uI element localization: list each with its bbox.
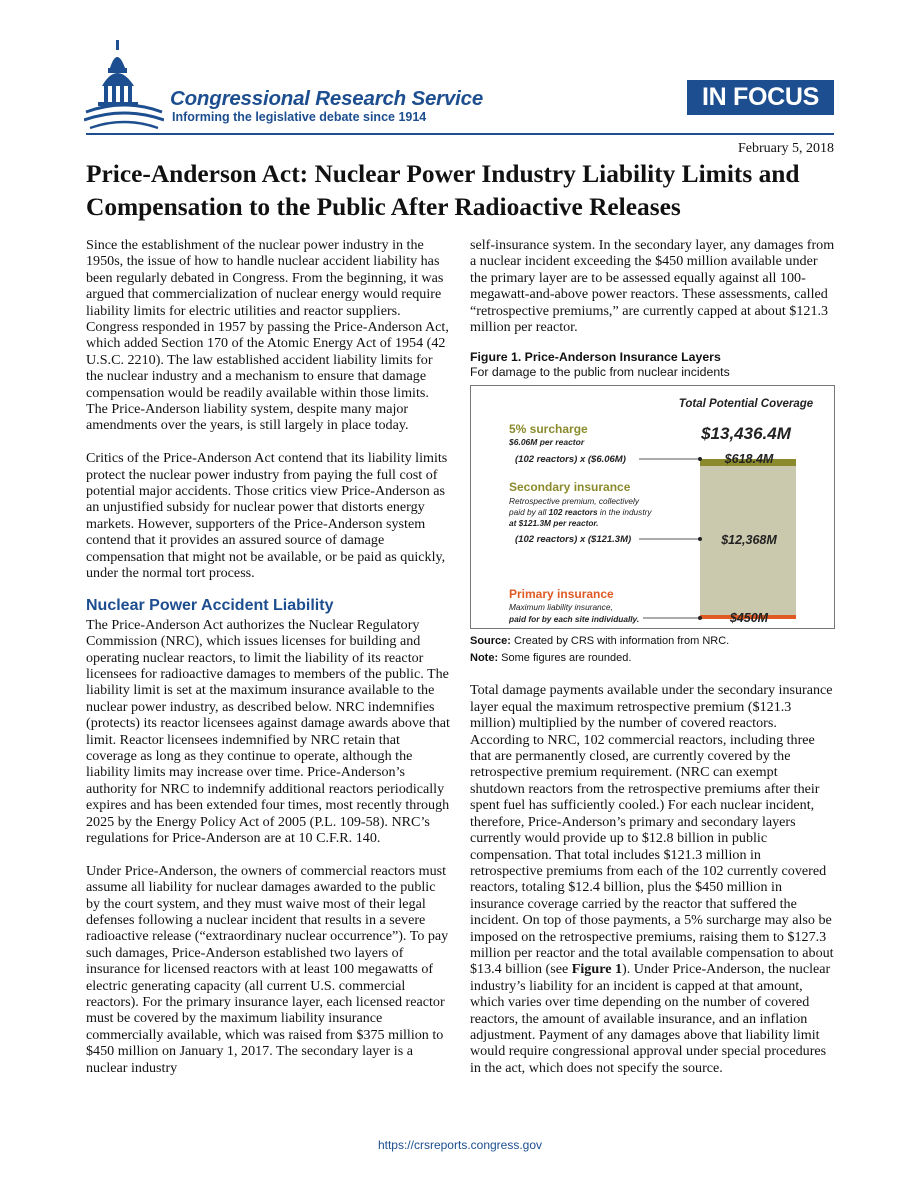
header-rule (86, 133, 834, 135)
capitol-dome-icon (84, 38, 164, 133)
insurance-layers-chart (470, 385, 835, 629)
figure-subtitle: For damage to the public from nuclear incidents (470, 365, 730, 380)
secondary-detail-1: Retrospective premium, collectively (509, 496, 640, 507)
surcharge-value-label: $618.4M (724, 452, 774, 467)
chart-total-heading: Total Potential Coverage (678, 398, 814, 411)
figure-source: Source: Created by CRS with information from NRC. (470, 635, 730, 648)
org-tagline: Informing the legislative debate since 1914 (172, 110, 427, 124)
in-focus-badge: IN FOCUS (687, 80, 834, 115)
self-insurance-paragraph: self-insurance system. In the secondary layer, any damages from a nuclear incident exceeding the $450 million available under the primary layer are to be assessed equally against all 100-megawatt-and-above power reactors. These assessments, called “retrospective premiums,” are currently capped at about $121.3 million per reactor. (470, 237, 835, 336)
surcharge-formula: (102 reactors) x ($6.06M) (515, 454, 626, 466)
figure-title: Figure 1. Price-Anderson Insurance Layers (470, 350, 721, 365)
figure-note: Note: Some figures are rounded. (470, 652, 632, 665)
secondary-formula: (102 reactors) x ($121.3M) (515, 534, 632, 546)
crs-logo (84, 38, 504, 133)
surcharge-detail: $6.06M per reactor (509, 437, 585, 448)
critics-paragraph: Critics of the Price-Anderson Act contend that its liability limits protect the nuclear power industry from paying the full cost of potential major accidents. Those critics view Price-Anderson as an unjustified subsidy for nuclear power that distorts energy markets. However, supporters of the Price-Anderson system contend that it provides an assured source of damage compensation that might not be available, or be paid as quickly, under the normal tort process. (86, 450, 448, 582)
intro-paragraph: Since the establishment of the nuclear power industry in the 1950s, the issue of how to handle nuclear accident liability has been regularly debated in Congress. From the beginning, it was argued that commercialization of nuclear energy would require liability limits for electric utilities and reactor suppliers. Congress responded in 1957 by passing the Price-Anderson Act, which added Section 170 of the Atomic Energy Act of 1954 (42 U.S.C. 2210). The law established accident liability limits for the nuclear industry and a mechanism to ensure that damage compensation would be readily available within those limits. The Price-Anderson liability system, despite many major amendments over the years, is still largely in place today. (86, 237, 449, 434)
secondary-value-label: $12,368M (721, 533, 777, 548)
insurance-layers-paragraph: Under Price-Anderson, the owners of commercial reactors must assume all liability for nuclear damages awarded to the public by the court system, and they must waive most of their legal defenses following a nuclear incident that results in a severe radioactive release (“extraordinary nuclear occurrence”). To pay such damages, Price-Anderson established two layers of insurance for licensed reactors with at least 100 megawatts of electric generating capacity (all current U.S. commercial reactors). For the primary insurance layer, each licensed reactor must be covered by the maximum liability insurance commercially available, which was raised from $375 million to $450 million on January 1, 2017. The secondary layer is a nuclear industry (86, 862, 449, 1076)
primary-label: Primary insurance (509, 587, 614, 602)
secondary-detail-2: paid by all 102 reactors in the industry (509, 507, 652, 518)
primary-detail-1: Maximum liability insurance, (509, 602, 613, 613)
section-heading: Nuclear Power Accident Liability (86, 596, 334, 614)
liability-paragraph: The Price-Anderson Act authorizes the Nuclear Regulatory Commission (NRC), which issues licenses for building and operating nuclear reactors, to limit the liability of its reactor licensees for radioactive damages to members of the public. The liability limit is set at the maximum insurance available to the nuclear power industry, as described below. NRC indemnifies (protects) its reactor licensees against damage awards above that limit. Reactor licensees indemnified by NRC retain that coverage as long as they continue to operate, although the liability limits may increase over time. Price-Anderson’s authority for NRC to indemnify additional reactors periodically expires and has been extended four times, most recently through 2025 by the Energy Policy Act of 2005 (P.L. 109-58). NRC’s regulations for Price-Anderson are at 10 C.F.R. 140. (86, 616, 450, 846)
surcharge-dot (698, 457, 702, 461)
chart-total-value: $13,436.4M (701, 424, 791, 444)
footer-url[interactable]: https://crsreports.congress.gov (377, 1138, 543, 1152)
figure-notes (470, 633, 835, 667)
figure-reference: Figure 1 (571, 961, 623, 978)
page-title: Price-Anderson Act: Nuclear Power Industry Liability Limits and Compensation to the Public After Radioactive Releases (86, 160, 800, 221)
primary-value-label: $450M (729, 611, 769, 626)
publication-date: February 5, 2018 (737, 141, 834, 156)
primary-dot (698, 616, 702, 620)
secondary-label: Secondary insurance (509, 480, 631, 495)
secondary-detail-3: at $121.3M per reactor. (509, 518, 599, 529)
secondary-dot (698, 537, 702, 541)
primary-detail-2: paid for by each site individually. (509, 614, 640, 625)
total-payments-paragraph: Total damage payments available under the secondary insurance layer equal the maximum retrospective premium ($121.3 million) multiplied by the number of covered reactors. According to NRC, 102 commercial reactors, including three that are permanently closed, are currently covered by the retrospective premium requirement. (NRC can exempt shutdown reactors from the retrospective premiums after their spent fuel has sufficiently cooled.) For each nuclear incident, therefore, Price-Anderson’s primary and secondary layers currently would provide up to $12.8 billion in public compensation. That total includes $121.3 million in retrospective premiums from each of the 102 currently covered reactors, totaling $12.4 billion, plus the $450 million in insurance coverage carried by the reactor that suffered the incident. On top of those payments, a 5% surcharge may also be imposed on the retrospective premiums, raising them to $127.3 million per reactor and the total available compensation to about $13.4 billion (see Figure 1). Under Price-Anderson, the nuclear industry’s liability for an incident is capped at that amount, which varies over time depending on the number of covered reactors, the amount of available insurance, and an inflation adjustment. Payment of any damages above that liability limit would require congressional approval under special procedures in the act, which does not specify the source. (470, 682, 834, 1076)
org-name: Congressional Research Service (170, 87, 484, 110)
surcharge-label: 5% surcharge (509, 422, 588, 437)
left-column (86, 237, 452, 1076)
right-column (470, 237, 835, 1076)
